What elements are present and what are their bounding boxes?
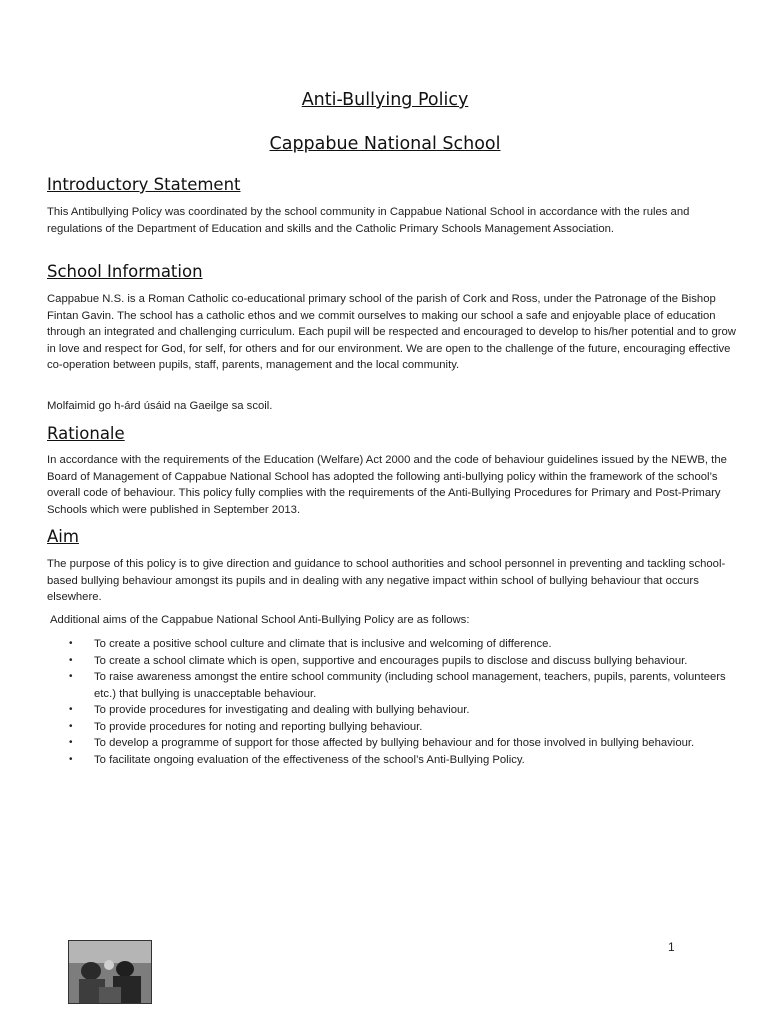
- bullet-icon: •: [69, 671, 73, 682]
- aim-item-text: To provide procedures for noting and reporting bullying behaviour.: [94, 720, 423, 733]
- bullet-icon: •: [69, 638, 73, 649]
- list-item: [47, 669, 737, 702]
- aim-item-text: To provide procedures for investigating and dealing with bullying behaviour.: [94, 704, 470, 716]
- additional-aims-intro: Additional aims of the Cappabue National School Anti-Bullying Policy are as follows:: [50, 614, 470, 626]
- school-name-title: Cappabue National School: [269, 134, 501, 154]
- irish-language-text: Molfaimid go h-árd úsáid na Gaeilge sa scoil.: [47, 400, 273, 412]
- school-logo-photo-icon: [69, 941, 151, 1003]
- bullet-icon: •: [69, 753, 73, 765]
- list-item: [47, 702, 737, 719]
- introductory-statement-text: This Antibullying Policy was coordinated by the school community in Cappabue National School in accordance with the rules and regulations of the Department of Education and skills and the Catholic Primary Schools Management Association.: [47, 206, 690, 235]
- aim-item-text: To develop a programme of support for those affected by bullying behaviour and for those involved in bullying behaviour.: [94, 737, 695, 749]
- bullet-icon: •: [69, 704, 73, 715]
- bullet-icon: •: [69, 654, 73, 666]
- page-number: 1: [668, 940, 675, 954]
- aim-text: The purpose of this policy is to give direction and guidance to school authorities and school personnel in preventing and tackling school-based bullying behaviour amongst its pupils and in dealing with any negative impact within school of bullying behaviour that occurs elsewhere.: [47, 558, 726, 603]
- aim-item-text: To raise awareness amongst the entire school community (including school management, teachers, pupils, parents, volunteers etc.) that bullying is unacceptable behaviour.: [94, 671, 726, 700]
- school-information-text: Cappabue N.S. is a Roman Catholic co-educational primary school of the parish of Cork and Ross, under the Patronage of the Bishop Fintan Gavin. The school has a catholic ethos and we commit ourselves to making our school a safe and enjoyable place of education through an integrated and challenging curriculum. Each pupil will be respected and encouraged to develop to his/her potential and to grow in love and respect for God, for self, for others and for our environment. We are open to the challenge of the future, encouraging effective co-operation between pupils, staff, parents, management and the local community.: [47, 293, 736, 371]
- rationale-text: In accordance with the requirements of the Education (Welfare) Act 2000 and the code of behaviour guidelines issued by the NEWB, the Board of Management of Cappabue National School has adopted the following anti-bullying policy within the framework of the school’s overall code of behaviour. This policy fully complies with the requirements of the Anti-Bullying Procedures for Primary and Post-Primary Schools which were published in September 2013.: [47, 454, 727, 516]
- introductory-statement-heading: Introductory Statement: [47, 175, 241, 194]
- list-item: [47, 752, 737, 769]
- list-item: [47, 719, 737, 736]
- school-information-heading: School Information: [47, 262, 203, 281]
- rationale-heading: Rationale: [47, 424, 125, 443]
- list-item: [47, 636, 737, 653]
- aim-item-text: To facilitate ongoing evaluation of the effectiveness of the school’s Anti-Bullying Policy.: [94, 753, 525, 766]
- school-logo-icon: [68, 940, 152, 1004]
- bullet-icon: •: [69, 720, 73, 732]
- list-item: [47, 735, 737, 752]
- policy-title: Anti-Bullying Policy: [301, 90, 469, 110]
- aim-item-text: To create a positive school culture and climate that is inclusive and welcoming of difference.: [94, 638, 552, 650]
- list-item: [47, 653, 737, 670]
- aim-heading: Aim: [47, 527, 79, 546]
- bullet-icon: •: [69, 737, 73, 748]
- aim-item-text: To create a school climate which is open, supportive and encourages pupils to disclose and discuss bullying behaviour.: [94, 654, 688, 667]
- aims-list: [47, 636, 737, 768]
